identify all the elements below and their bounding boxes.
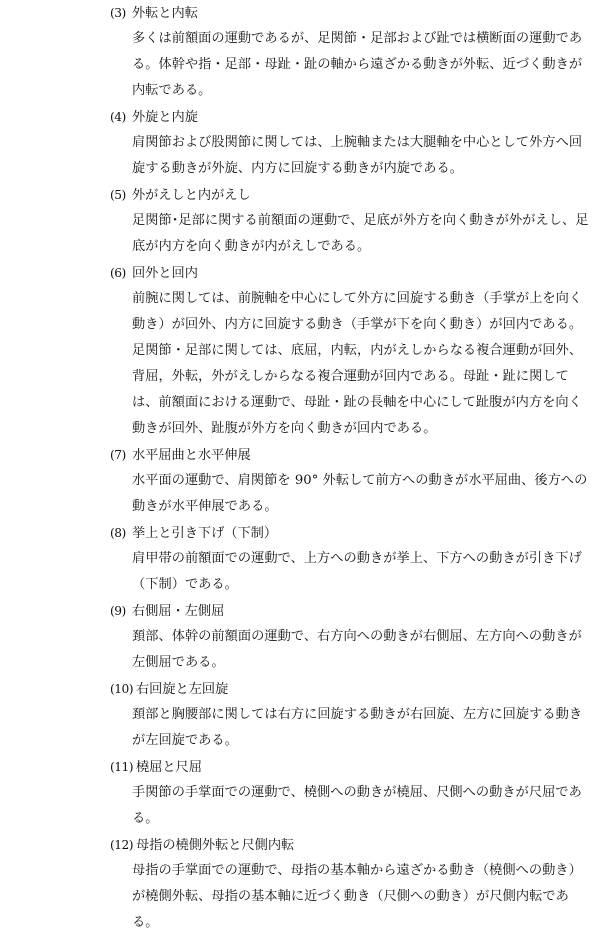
section-title: 母指の橈側外転と尺側内転	[136, 838, 295, 853]
section-number: (4)	[110, 110, 126, 124]
section-number: (9)	[110, 604, 126, 618]
section-heading	[0, 598, 600, 624]
section-8	[0, 520, 600, 598]
section-9	[0, 598, 600, 676]
section-title: 挙上と引き下げ（下制）	[132, 526, 278, 541]
section-number: (3)	[110, 6, 126, 20]
section-number: (12)	[110, 838, 134, 852]
section-heading	[0, 832, 600, 858]
section-heading	[0, 520, 600, 546]
section-number: (11)	[110, 760, 134, 774]
section-heading	[0, 442, 600, 468]
section-body: 肩関節および股関節に関しては、上腕軸または大腿軸を中心として外方へ回旋する動きが外旋、内方に回旋する動きが内旋である。	[132, 135, 583, 176]
section-heading	[0, 754, 600, 780]
section-heading	[0, 0, 600, 26]
section-heading	[0, 676, 600, 702]
section-11	[0, 754, 600, 832]
section-title: 外転と内転	[132, 6, 198, 21]
section-body: 手関節の手掌面での運動で、橈側への動きが橈屈、尺側への動きが尺屈である。	[132, 785, 582, 826]
section-3	[0, 0, 600, 104]
section-body: 頚部、体幹の前額面の運動で、右方向への動きが右側屈、左方向への動きが左側屈である。	[132, 629, 582, 670]
section-5	[0, 182, 600, 260]
section-title: 外がえしと内がえし	[132, 188, 251, 203]
section-body: 多くは前額面の運動であるが、足関節・足部および趾では横断面の運動である。体幹や指・足部・母趾・趾の軸から遠ざかる動きが外転、近づく動きが内転である。	[132, 31, 583, 98]
section-title: 右回旋と左回旋	[136, 682, 229, 697]
section-heading	[0, 182, 600, 208]
section-body: 水平面の運動で、肩関節を 90° 外転して前方への動きが水平屈曲、後方への動きが水平伸展である。	[132, 473, 588, 514]
section-body: 頚部と胸腰部に関しては右方に回旋する動きが右回旋、左方に回旋する動きが左回旋である。	[132, 707, 583, 748]
section-title: 水平屈曲と水平伸展	[132, 448, 251, 463]
section-10	[0, 676, 600, 754]
section-title: 外旋と内旋	[132, 110, 198, 125]
section-4	[0, 104, 600, 182]
section-body: 前腕に関しては、前腕軸を中心にして外方に回旋する動き（手掌が上を向く動き）が回外、内方に回旋する動き（手掌が下を向く動き）が回内である。足関節・足部に関しては、底屈，内転，内がえしからなる複合運動が回外、背屈，外転，外がえしからなる複合運動が回内である。母趾・趾に関しては、前額面における運動で、母趾・趾の長軸を中心にして趾腹が内方を向く動きが回外、趾腹が外方を向く動きが回内である。	[132, 291, 583, 436]
section-body: 母指の手掌面での運動で、母指の基本軸から遠ざかる動き（橈側への動き）が橈側外転、母指の基本軸に近づく動き（尺側への動き）が尺側内転である。	[132, 863, 582, 930]
section-number: (7)	[110, 448, 126, 462]
section-title: 回外と回内	[132, 266, 198, 281]
section-body: 肩甲帯の前額面での運動で、上方への動きが挙上、下方への動きが引き下げ（下制）である。	[132, 551, 582, 592]
section-body: 足関節･足部に関する前額面の運動で、足底が外方を向く動きが外がえし、足底が内方を向く動きが内がえしである。	[132, 213, 589, 254]
section-12	[0, 832, 600, 936]
section-7	[0, 442, 600, 520]
section-6	[0, 260, 600, 442]
section-number: (6)	[110, 266, 126, 280]
section-heading	[0, 104, 600, 130]
section-title: 橈屈と尺屈	[136, 760, 202, 775]
section-number: (10)	[110, 682, 134, 696]
section-title: 右側屈・左側屈	[132, 604, 225, 619]
section-number: (8)	[110, 526, 126, 540]
section-heading	[0, 260, 600, 286]
section-number: (5)	[110, 188, 126, 202]
